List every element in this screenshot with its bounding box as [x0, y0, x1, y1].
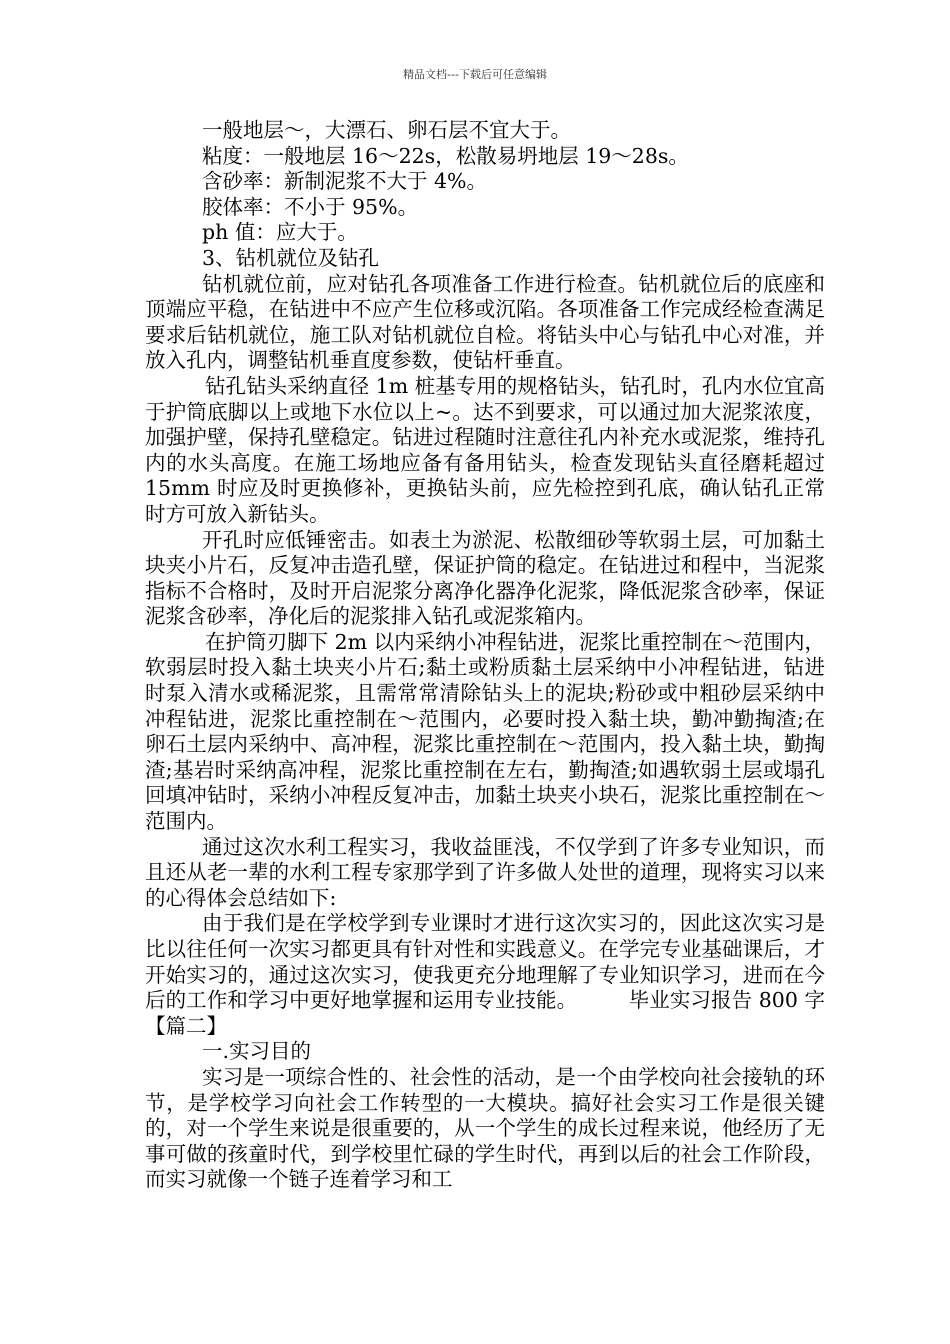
paragraph: 3、钻机就位及钻孔	[202, 245, 380, 270]
paragraph: 一般地层～，大漂石、卵石层不宜大于。	[202, 118, 571, 142]
document-body	[145, 118, 825, 1193]
paragraph: 开孔时应低锤密击。如表土为淤泥、松散细砂等软弱土层，可加黏土块夹小片石，反复冲击造孔壁，保证护筒的稳定。在钻进过和程中，当泥浆指标不合格时，及时开启泥浆分离净化器净化泥浆，降低泥浆含砂率，保证泥浆含砂率，净化后的泥浆排入钻孔或泥浆箱内。	[145, 527, 825, 629]
paragraph: 含砂率：新制泥浆不大于 4%。	[202, 169, 488, 194]
paragraph: 胶体率：不小于 95%。	[202, 194, 419, 219]
paragraph: 粘度：一般地层 16～22s，松散易坍地层 19～28s。	[202, 143, 689, 168]
paragraph: ph 值：应大于。	[202, 220, 358, 245]
page-header: 精品文档---下载后可任意编辑	[403, 68, 547, 81]
paragraph: 通过这次水利工程实习，我收益匪浅，不仅学到了许多专业知识，而且还从老一辈的水利工程专家那学到了许多做人处世的道理，现将实习以来的心得体会总结如下:	[145, 834, 825, 910]
paragraph: 由于我们是在学校学到专业课时才进行这次实习的，因此这次实习是比以往任何一次实习都更具有针对性和实践意义。在学完专业基础课后，才开始实习的，通过这次实习，使我更充分地理解了专业知识学习，进而在今后的工作和学习中更好地掌握和运用专业技能。 毕业实习报告 800 字【篇二】	[145, 911, 825, 1038]
paragraph: 钻机就位前，应对钻孔各项准备工作进行检查。钻机就位后的底座和顶端应平稳，在钻进中不应产生位移或沉陷。各项准备工作完成经检查满足要求后钻机就位，施工队对钻机就位自检。将钻头中心与钻孔中心对准，并放入孔内，调整钻机垂直度参数，使钻杆垂直。	[145, 271, 825, 373]
paragraph: 在护筒刃脚下 2m 以内采纳小冲程钻进，泥浆比重控制在～范围内，软弱层时投入黏土块夹小片石;黏土或粉质黏土层采纳中小冲程钻进，钻进时泵入清水或稀泥浆，且需常常清除钻头上的泥块;粉砂或中粗砂层采纳中冲程钻进，泥浆比重控制在～范围内，必要时投入黏土块，勤冲勤掏渣;在卵石土层内采纳中、高冲程，泥浆比重控制在～范围内，投入黏土块，勤掏渣;基岩时采纳高冲程，泥浆比重控制在左右，勤掏渣;如遇软弱土层或塌孔回填冲钻时，采纳小冲程反复冲击，加黏土块夹小块石，泥浆比重控制在～范围内。	[145, 629, 825, 834]
paragraph: 一.实习目的	[202, 1039, 312, 1064]
paragraph: 实习是一项综合性的、社会性的活动，是一个由学校向社会接轨的环节，是学校学习向社会工作转型的一大模块。搞好社会实习工作是很关键的，对一个学生来说是很重要的，从一个学生的成长过程来说，他经历了无事可做的孩童时代，到学校里忙碌的学生时代，再到以后的社会工作阶段，而实习就像一个链子连着学习和工	[145, 1064, 825, 1192]
paragraph: 钻孔钻头采纳直径 1m 桩基专用的规格钻头，钻孔时，孔内水位宜高于护筒底脚以上或地下水位以上~。达不到要求，可以通过加大泥浆浓度，加强护壁，保持孔壁稳定。钻进过程随时注意往孔内补充水或泥浆，维持孔内的水头高度。在施工场地应备有备用钻头，检查发现钻头直径磨耗超过 15mm 时应及时更换修补，更换钻头前，应先检控到孔底，确认钻孔正常时方可放入新钻头。	[145, 373, 825, 526]
